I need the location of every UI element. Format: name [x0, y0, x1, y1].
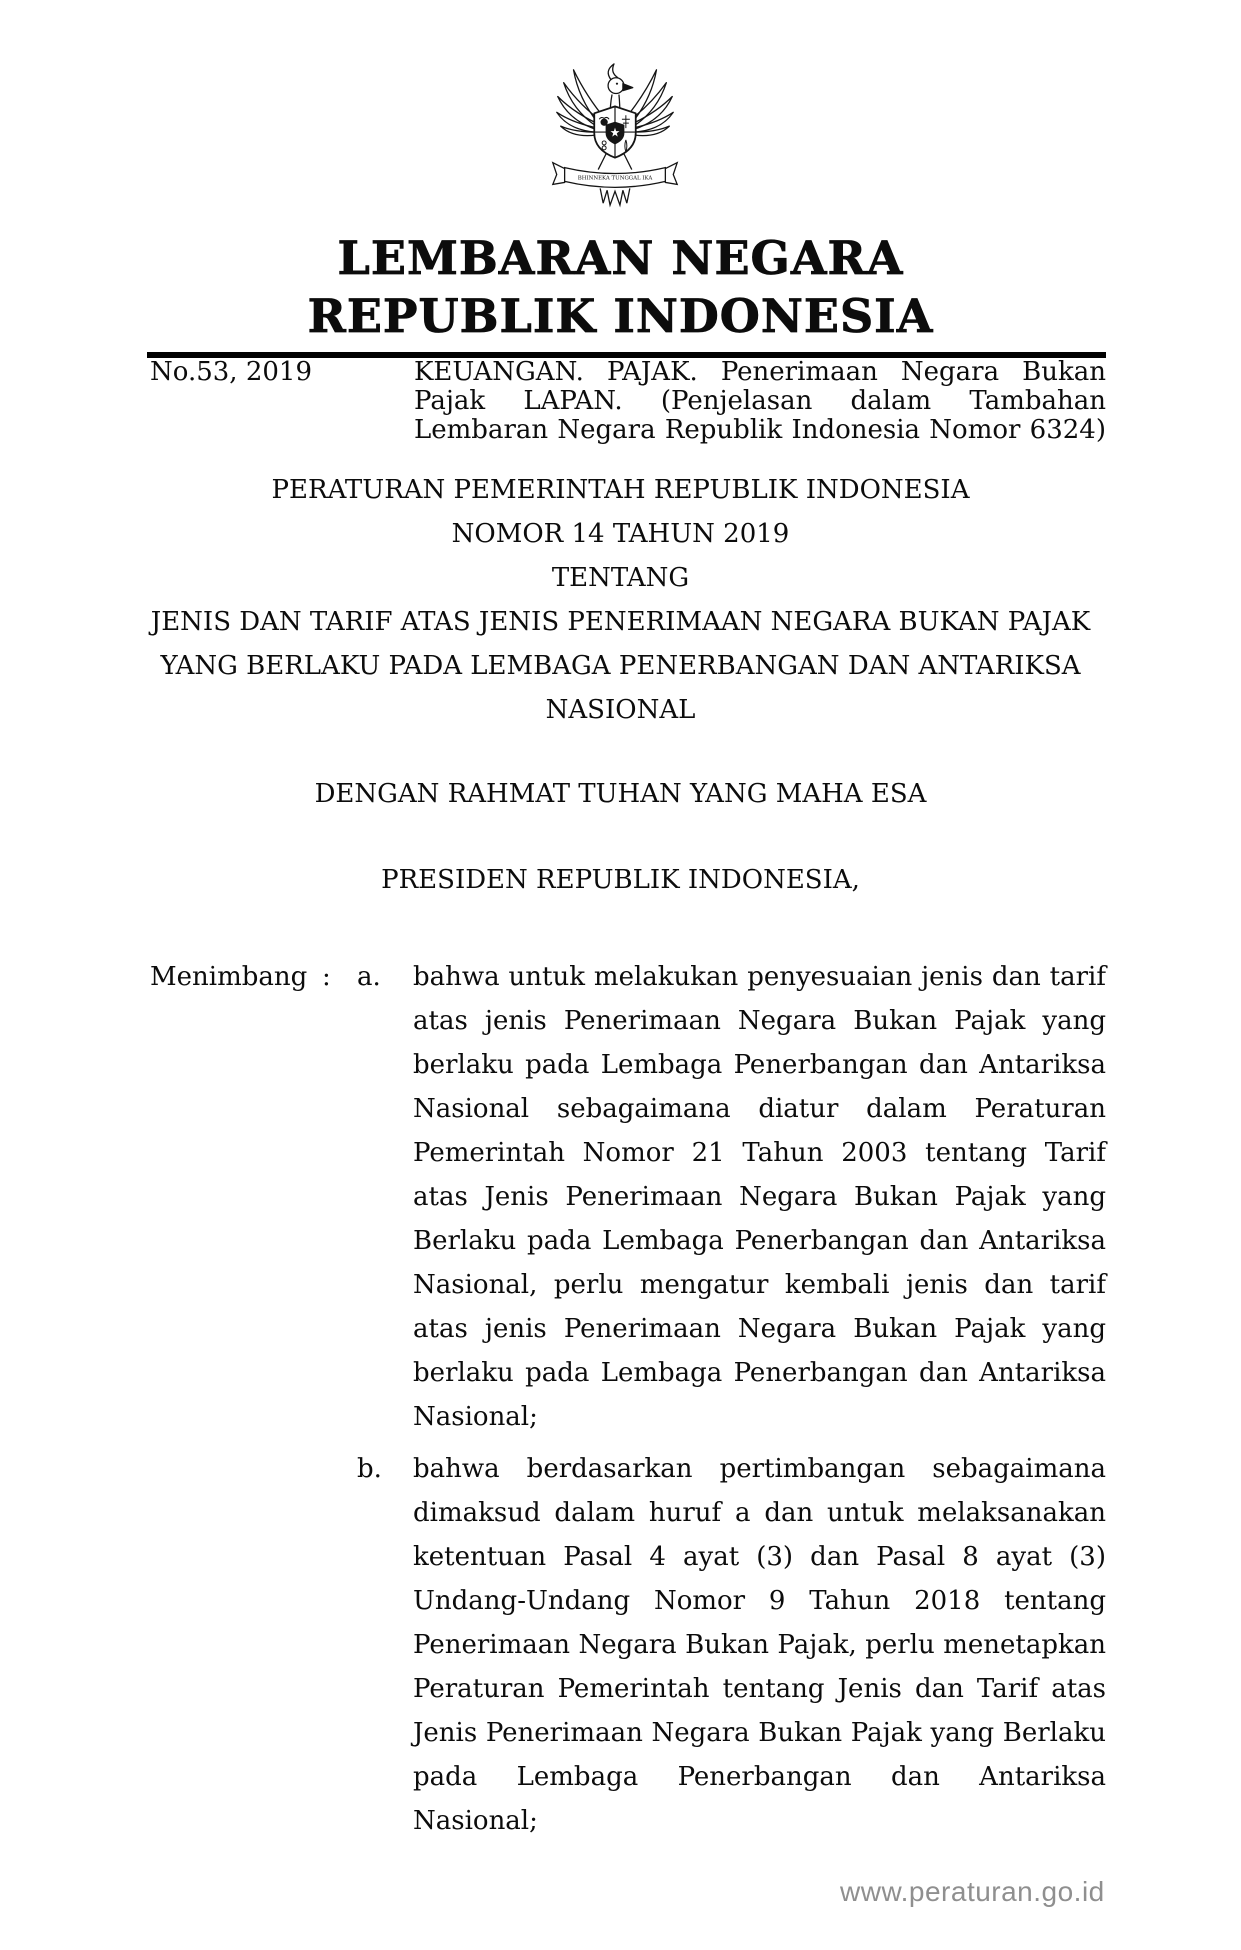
- masthead: [0, 229, 1241, 345]
- regulation-heading: [0, 468, 1241, 732]
- item-text: bahwa untuk melakukan penyesuaian jenis dan tarif atas jenis Penerimaan Negara Bukan Pajak yang berlaku pada Lembaga Penerbangan dan Antariksa Nasional sebagaimana diatur dalam Peraturan Pemerintah Nomor 21 Tahun 2003 tentang Tarif atas Jenis Penerimaan Negara Bukan Pajak yang Berlaku pada Lembaga Penerbangan dan Antariksa Nasional, perlu mengatur kembali jenis dan tarif atas jenis Penerimaan Negara Bukan Pajak yang berlaku pada Lembaga Penerbangan dan Antariksa Nasional;: [413, 962, 1106, 1432]
- garuda-pancasila-emblem: [540, 57, 690, 215]
- regulation-type: PERATURAN PEMERINTAH REPUBLIK INDONESIA: [271, 475, 970, 505]
- gazette-title-line2: REPUBLIK INDONESIA: [307, 289, 934, 343]
- item-text: bahwa berdasarkan pertimbangan sebagaimana dimaksud dalam huruf a dan untuk melaksanakan ketentuan Pasal 4 ayat (3) dan Pasal 8 ayat (3) Undang-Undang Nomor 9 Tahun 2018 tentang Penerimaan Negara Bukan Pajak, perlu menetapkan Peraturan Pemerintah tentang Jenis dan Tarif atas Jenis Penerimaan Negara Bukan Pajak yang Berlaku pada Lembaga Penerbangan dan Antariksa Nasional;: [413, 1454, 1106, 1836]
- considering-colon: :: [322, 962, 331, 992]
- watermark-url: www.peraturan.go.id: [840, 1876, 1105, 1907]
- emblem-motto-text: BHINNEKA TUNGGAL IKA: [577, 175, 653, 182]
- issue-number: No.53, 2019: [150, 357, 312, 387]
- subject-line: KEUANGAN. PAJAK. Penerimaan Negara Bukan: [414, 357, 1106, 387]
- regulation-number: NOMOR 14 TAHUN 2019: [451, 519, 790, 549]
- regulation-title-line: YANG BERLAKU PADA LEMBAGA PENERBANGAN DAN ANTARIKSA: [160, 651, 1081, 681]
- considering-item-a: [357, 955, 1106, 1439]
- invocation-line: DENGAN RAHMAT TUHAN YANG MAHA ESA: [314, 779, 927, 809]
- subject-line: Pajak LAPAN. (Penjelasan dalam Tambahan: [414, 386, 1106, 416]
- subject-block: [414, 358, 1106, 445]
- issuer-line: PRESIDEN REPUBLIK INDONESIA,: [381, 865, 860, 895]
- regulation-title-line: JENIS DAN TARIF ATAS JENIS PENERIMAAN NEGARA BUKAN PAJAK: [150, 607, 1091, 637]
- garuda-pancasila-icon: [540, 57, 690, 215]
- considering-label: Menimbang: [150, 962, 308, 992]
- item-marker: a.: [357, 962, 381, 992]
- regulation-title-line: NASIONAL: [545, 695, 696, 725]
- subject-line: Lembaran Negara Republik Indonesia Nomor 6324): [414, 415, 1106, 445]
- regulation-about-label: TENTANG: [551, 563, 690, 593]
- considering-item-b: [357, 1447, 1106, 1843]
- item-marker: b.: [357, 1454, 382, 1484]
- gazette-title-line1: LEMBARAN NEGARA: [337, 231, 904, 285]
- considering-items: [357, 955, 1106, 1843]
